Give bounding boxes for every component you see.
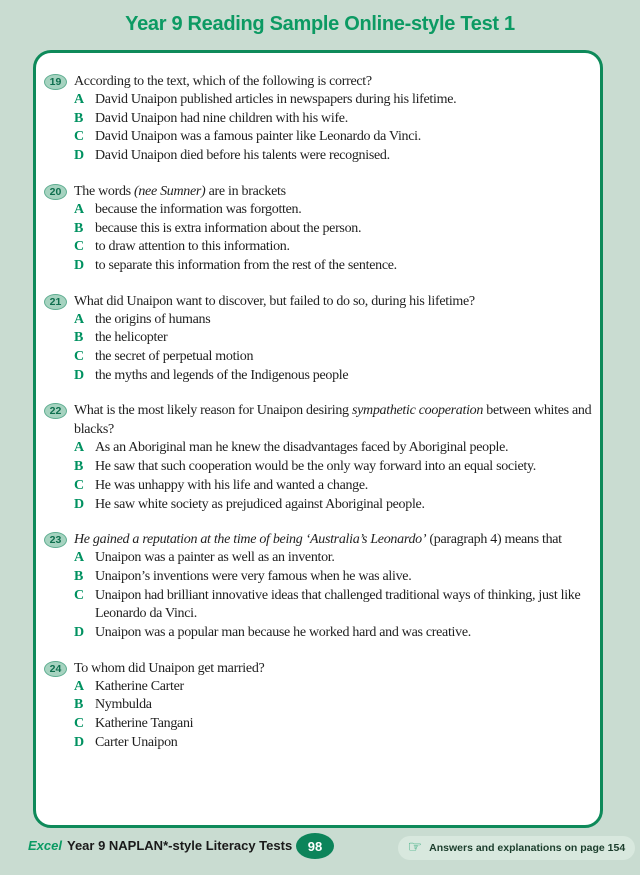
option-letter: B <box>74 697 84 713</box>
option-letter: A <box>74 678 85 694</box>
page-title: Year 9 Reading Sample Online-style Test 1 <box>125 13 515 35</box>
option-letter: B <box>74 110 84 126</box>
question-20 <box>44 182 592 276</box>
question-number-badge: 23 <box>44 532 67 548</box>
stem-text: According to the text, which of the following is correct? <box>74 74 372 89</box>
option-letter: D <box>74 148 85 164</box>
page-number-badge: 98 <box>296 833 334 859</box>
option-text: David Unaipon had nine children with his wife. <box>95 110 348 126</box>
answer-option <box>74 439 592 458</box>
page-footer <box>0 833 640 863</box>
option-letter: A <box>74 550 85 566</box>
option-letter: C <box>74 716 85 732</box>
stem-text: are in brackets <box>205 183 286 199</box>
option-letter: B <box>74 330 84 346</box>
answer-option <box>74 549 592 568</box>
question-19 <box>44 72 592 166</box>
option-letter: D <box>74 734 85 750</box>
answer-option <box>74 367 592 386</box>
answers-note: Answers and explanations on page 154 <box>429 842 626 854</box>
stem-italic-text: (nee Sumner) <box>134 183 206 199</box>
option-text: to separate this information from the rest of the sentence. <box>95 257 397 273</box>
stem-italic-text: He gained a reputation at the time of being ‘Australia’s Leonardo’ <box>74 532 427 548</box>
question-stem <box>74 530 562 549</box>
answer-option <box>74 147 592 166</box>
answer-option <box>74 477 592 496</box>
option-text: Nymbulda <box>95 697 152 713</box>
answer-option <box>74 678 592 697</box>
option-letter: A <box>74 440 85 456</box>
question-number-badge: 20 <box>44 184 67 200</box>
answer-option <box>74 715 592 734</box>
option-text: Unaipon had brilliant innovative ideas that challenged traditional ways of thinking, just like Leonardo da Vinci. <box>95 587 581 622</box>
stem-italic-text: sympathetic cooperation <box>351 403 484 419</box>
stem-text: (paragraph 4) means that <box>426 532 562 548</box>
stem-text: What is the most likely reason for Unaipon desiring <box>74 403 352 419</box>
answer-option <box>74 91 592 110</box>
question-header <box>44 72 592 91</box>
option-text: David Unaipon published articles in newspapers during his lifetime. <box>95 92 457 107</box>
answer-option <box>74 128 592 147</box>
stem-text: The words <box>74 183 134 199</box>
option-letter: B <box>74 459 84 475</box>
option-text: the origins of humans <box>95 311 211 327</box>
test-question-panel <box>33 50 603 828</box>
answer-option <box>74 734 592 753</box>
answer-option <box>74 257 592 276</box>
stem-text: between whites and blacks? <box>74 403 592 438</box>
option-text: He was unhappy with his life and wanted a change. <box>95 477 368 493</box>
option-letter: C <box>74 129 85 145</box>
brand-name: Excel <box>28 838 62 853</box>
option-text: David Unaipon died before his talents were recognised. <box>95 148 390 164</box>
option-text: As an Aboriginal man he knew the disadvantages faced by Aboriginal people. <box>95 440 509 456</box>
question-stem <box>74 401 592 439</box>
answer-option <box>74 458 592 477</box>
answer-option <box>74 348 592 367</box>
option-text: because this is extra information about the person. <box>95 220 362 236</box>
option-text: Unaipon was a popular man because he worked hard and was creative. <box>95 625 471 641</box>
option-letter: D <box>74 257 85 273</box>
series-title: Year 9 NAPLAN*-style Literacy Tests <box>66 838 293 853</box>
option-text: He saw that such cooperation would be the only way forward into an equal society. <box>95 459 536 475</box>
stem-text: To whom did Unaipon get married? <box>74 660 265 676</box>
answer-option <box>74 110 592 129</box>
option-letter: B <box>74 568 84 584</box>
pointing-hand-icon: ☞ <box>407 839 423 856</box>
answers-reference-pill <box>398 836 635 860</box>
question-header <box>44 530 592 549</box>
options-list <box>74 91 592 166</box>
options-list <box>74 201 592 276</box>
answer-option <box>74 496 592 515</box>
option-text: Unaipon was a painter as well as an inventor. <box>95 550 335 566</box>
answer-option <box>74 201 592 220</box>
option-letter: A <box>74 311 85 327</box>
question-number-badge: 19 <box>44 74 67 90</box>
option-letter: A <box>74 201 85 217</box>
option-text: the myths and legends of the Indigenous people <box>95 367 349 383</box>
answer-option <box>74 587 592 624</box>
options-list <box>74 678 592 753</box>
options-list <box>74 439 592 514</box>
option-text: the secret of perpetual motion <box>95 349 254 365</box>
question-number-badge: 24 <box>44 661 67 677</box>
option-text: Katherine Tangani <box>95 716 194 732</box>
question-21 <box>44 292 592 386</box>
option-text: because the information was forgotten. <box>95 201 302 217</box>
option-text: Unaipon’s inventions were very famous when he was alive. <box>95 568 412 584</box>
option-letter: D <box>74 625 85 641</box>
question-stem <box>74 292 475 311</box>
option-letter: A <box>74 92 85 107</box>
answer-option <box>74 238 592 257</box>
option-letter: D <box>74 367 85 383</box>
question-number-badge: 21 <box>44 294 67 310</box>
question-header <box>44 659 592 678</box>
answer-option <box>74 624 592 643</box>
stem-text: What did Unaipon want to discover, but failed to do so, during his lifetime? <box>74 293 475 309</box>
option-letter: C <box>74 477 85 493</box>
question-22 <box>44 401 592 514</box>
answer-option <box>74 696 592 715</box>
answer-option <box>74 568 592 587</box>
question-stem <box>74 182 286 201</box>
option-letter: C <box>74 239 85 255</box>
option-text: Katherine Carter <box>95 678 184 694</box>
options-list <box>74 311 592 386</box>
option-letter: D <box>74 496 85 512</box>
option-letter: C <box>74 587 85 603</box>
option-text: David Unaipon was a famous painter like Leonardo da Vinci. <box>95 129 421 145</box>
option-text: He saw white society as prejudiced against Aboriginal people. <box>95 496 425 512</box>
answer-option <box>74 329 592 348</box>
question-number-badge: 22 <box>44 403 67 419</box>
question-header <box>44 182 592 201</box>
question-24 <box>44 659 592 753</box>
answer-option <box>74 311 592 330</box>
option-letter: C <box>74 349 85 365</box>
footer-brand-line <box>28 838 292 853</box>
question-stem <box>74 659 264 678</box>
question-stem <box>74 72 372 91</box>
options-list <box>74 549 592 643</box>
question-header <box>44 401 592 439</box>
option-text: the helicopter <box>95 330 168 346</box>
question-header <box>44 292 592 311</box>
question-23 <box>44 530 592 643</box>
option-text: Carter Unaipon <box>95 734 178 750</box>
option-letter: B <box>74 220 84 236</box>
option-text: to draw attention to this information. <box>95 239 290 255</box>
answer-option <box>74 220 592 239</box>
